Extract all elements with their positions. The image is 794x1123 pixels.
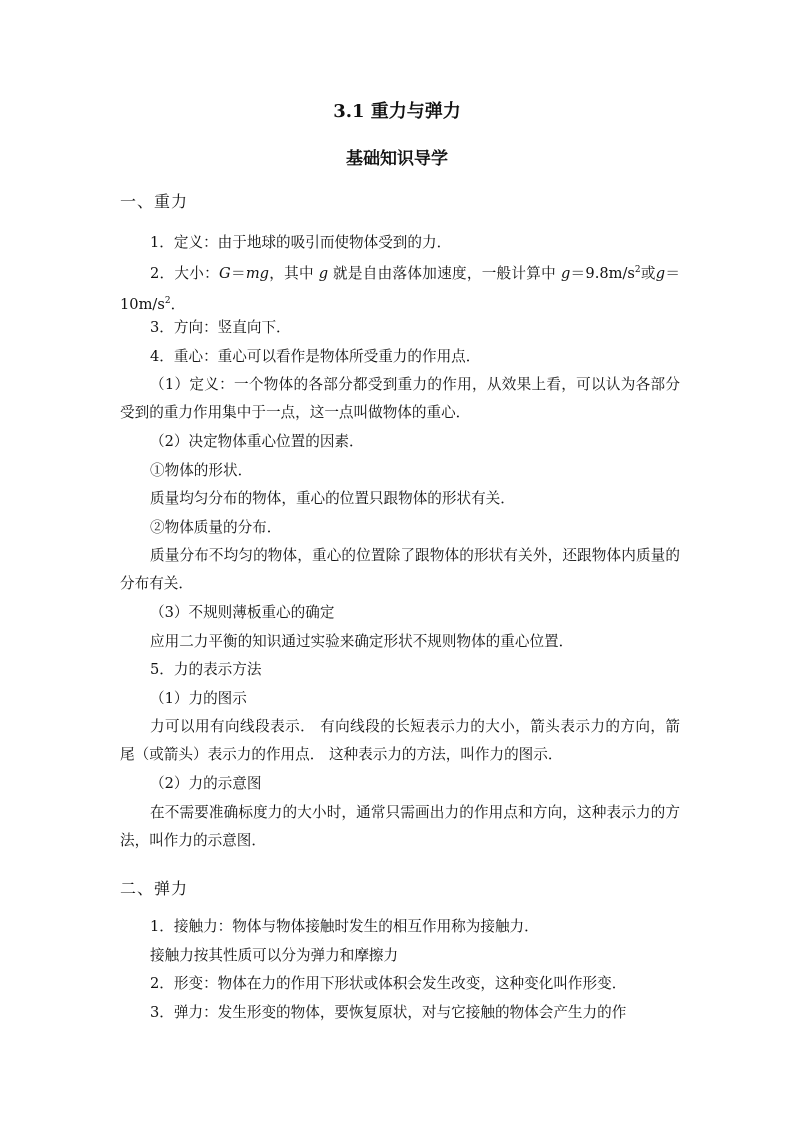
text-run: 2．大小：	[150, 265, 220, 282]
text-run: ．	[170, 295, 186, 313]
paragraph-deformation: 2．形变：物体在力的作用下形状或体积会发生改变，这种变化叫作形变．	[150, 975, 627, 992]
paragraph-equilibrium-method: 应用二力平衡的知识通过实验来确定形状不规则物体的重心位置．	[150, 633, 574, 650]
paragraph-contact-force: 1．接触力：物体与物体接触时发生的相互作用称为接触力．	[150, 918, 539, 935]
paragraph-irregular-plate: （3）不规则薄板重心的确定	[150, 604, 335, 621]
paragraph-direction: 3．方向：竖直向下．	[150, 319, 291, 336]
symbol-mg: mg	[245, 265, 270, 282]
symbol-g: g	[560, 265, 571, 282]
text-run: 就是自由落体加速度，一般计算中	[328, 265, 561, 282]
text-run: ＝	[230, 265, 246, 282]
text-run: 或	[640, 265, 656, 282]
paragraph-force-sketch-text: 在不需要准确标度力的大小时，通常只需画出力的作用点和方向，这种表示力的方法，叫作力的示意图．	[120, 804, 680, 849]
paragraph-center-of-gravity: 4．重心：重心可以看作是物体所受重力的作用点．	[150, 348, 481, 365]
paragraph-uniform-mass: 质量均匀分布的物体，重心的位置只跟物体的形状有关．	[150, 490, 515, 507]
symbol-g: g	[655, 265, 666, 282]
symbol-g: g	[318, 265, 329, 282]
page-title: 3.1 重力与弹力	[333, 101, 461, 122]
paragraph-force-sketch: （2）力的示意图	[150, 775, 262, 792]
paragraph-shape: ①物体的形状．	[150, 462, 253, 479]
page-subtitle: 基础知识导学	[346, 149, 448, 169]
paragraph-definition: 1．定义：由于地球的吸引而使物体受到的力．	[150, 234, 452, 251]
superscript: 2	[164, 295, 171, 306]
paragraph-force-diagram: （1）力的图示	[150, 690, 247, 707]
paragraph-mass-distribution: ②物体质量的分布．	[150, 519, 282, 536]
paragraph-contact-force-types: 接触力按其性质可以分为弹力和摩擦力	[150, 947, 399, 964]
superscript: 2	[634, 265, 641, 275]
paragraph-nonuniform-mass: 质量分布不均匀的物体，重心的位置除了跟物体的形状有关外，还跟物体内质量的分布有关．	[120, 547, 680, 592]
paragraph-force-diagram-text: 力可以用有向线段表示． 有向线段的长短表示力的大小，箭头表示力的方向，箭尾（或箭头）表示力的作用点． 这种表示力的方法，叫作力的图示．	[120, 718, 680, 763]
symbol-G: G	[219, 265, 231, 282]
section-heading-elastic-force: 二、弹力	[120, 879, 189, 898]
paragraph-elastic-force: 3．弹力：发生形变的物体，要恢复原状，对与它接触的物体会产生力的作	[150, 1004, 627, 1021]
text-run: ＝10m/s	[120, 265, 680, 313]
section-heading-gravity: 一、重力	[120, 192, 189, 211]
text-run: ，其中	[269, 265, 319, 282]
paragraph-magnitude	[120, 257, 680, 318]
paragraph-cog-definition: （1）定义：一个物体的各部分都受到重力的作用，从效果上看，可以认为各部分受到的重力作用集中于一点，这一点叫做物体的重心．	[120, 376, 680, 421]
paragraph-cog-factors: （2）决定物体重心位置的因素．	[150, 433, 364, 450]
paragraph-force-representation: 5．力的表示方法	[150, 661, 262, 678]
text-run: ＝9.8m/s	[570, 265, 635, 282]
